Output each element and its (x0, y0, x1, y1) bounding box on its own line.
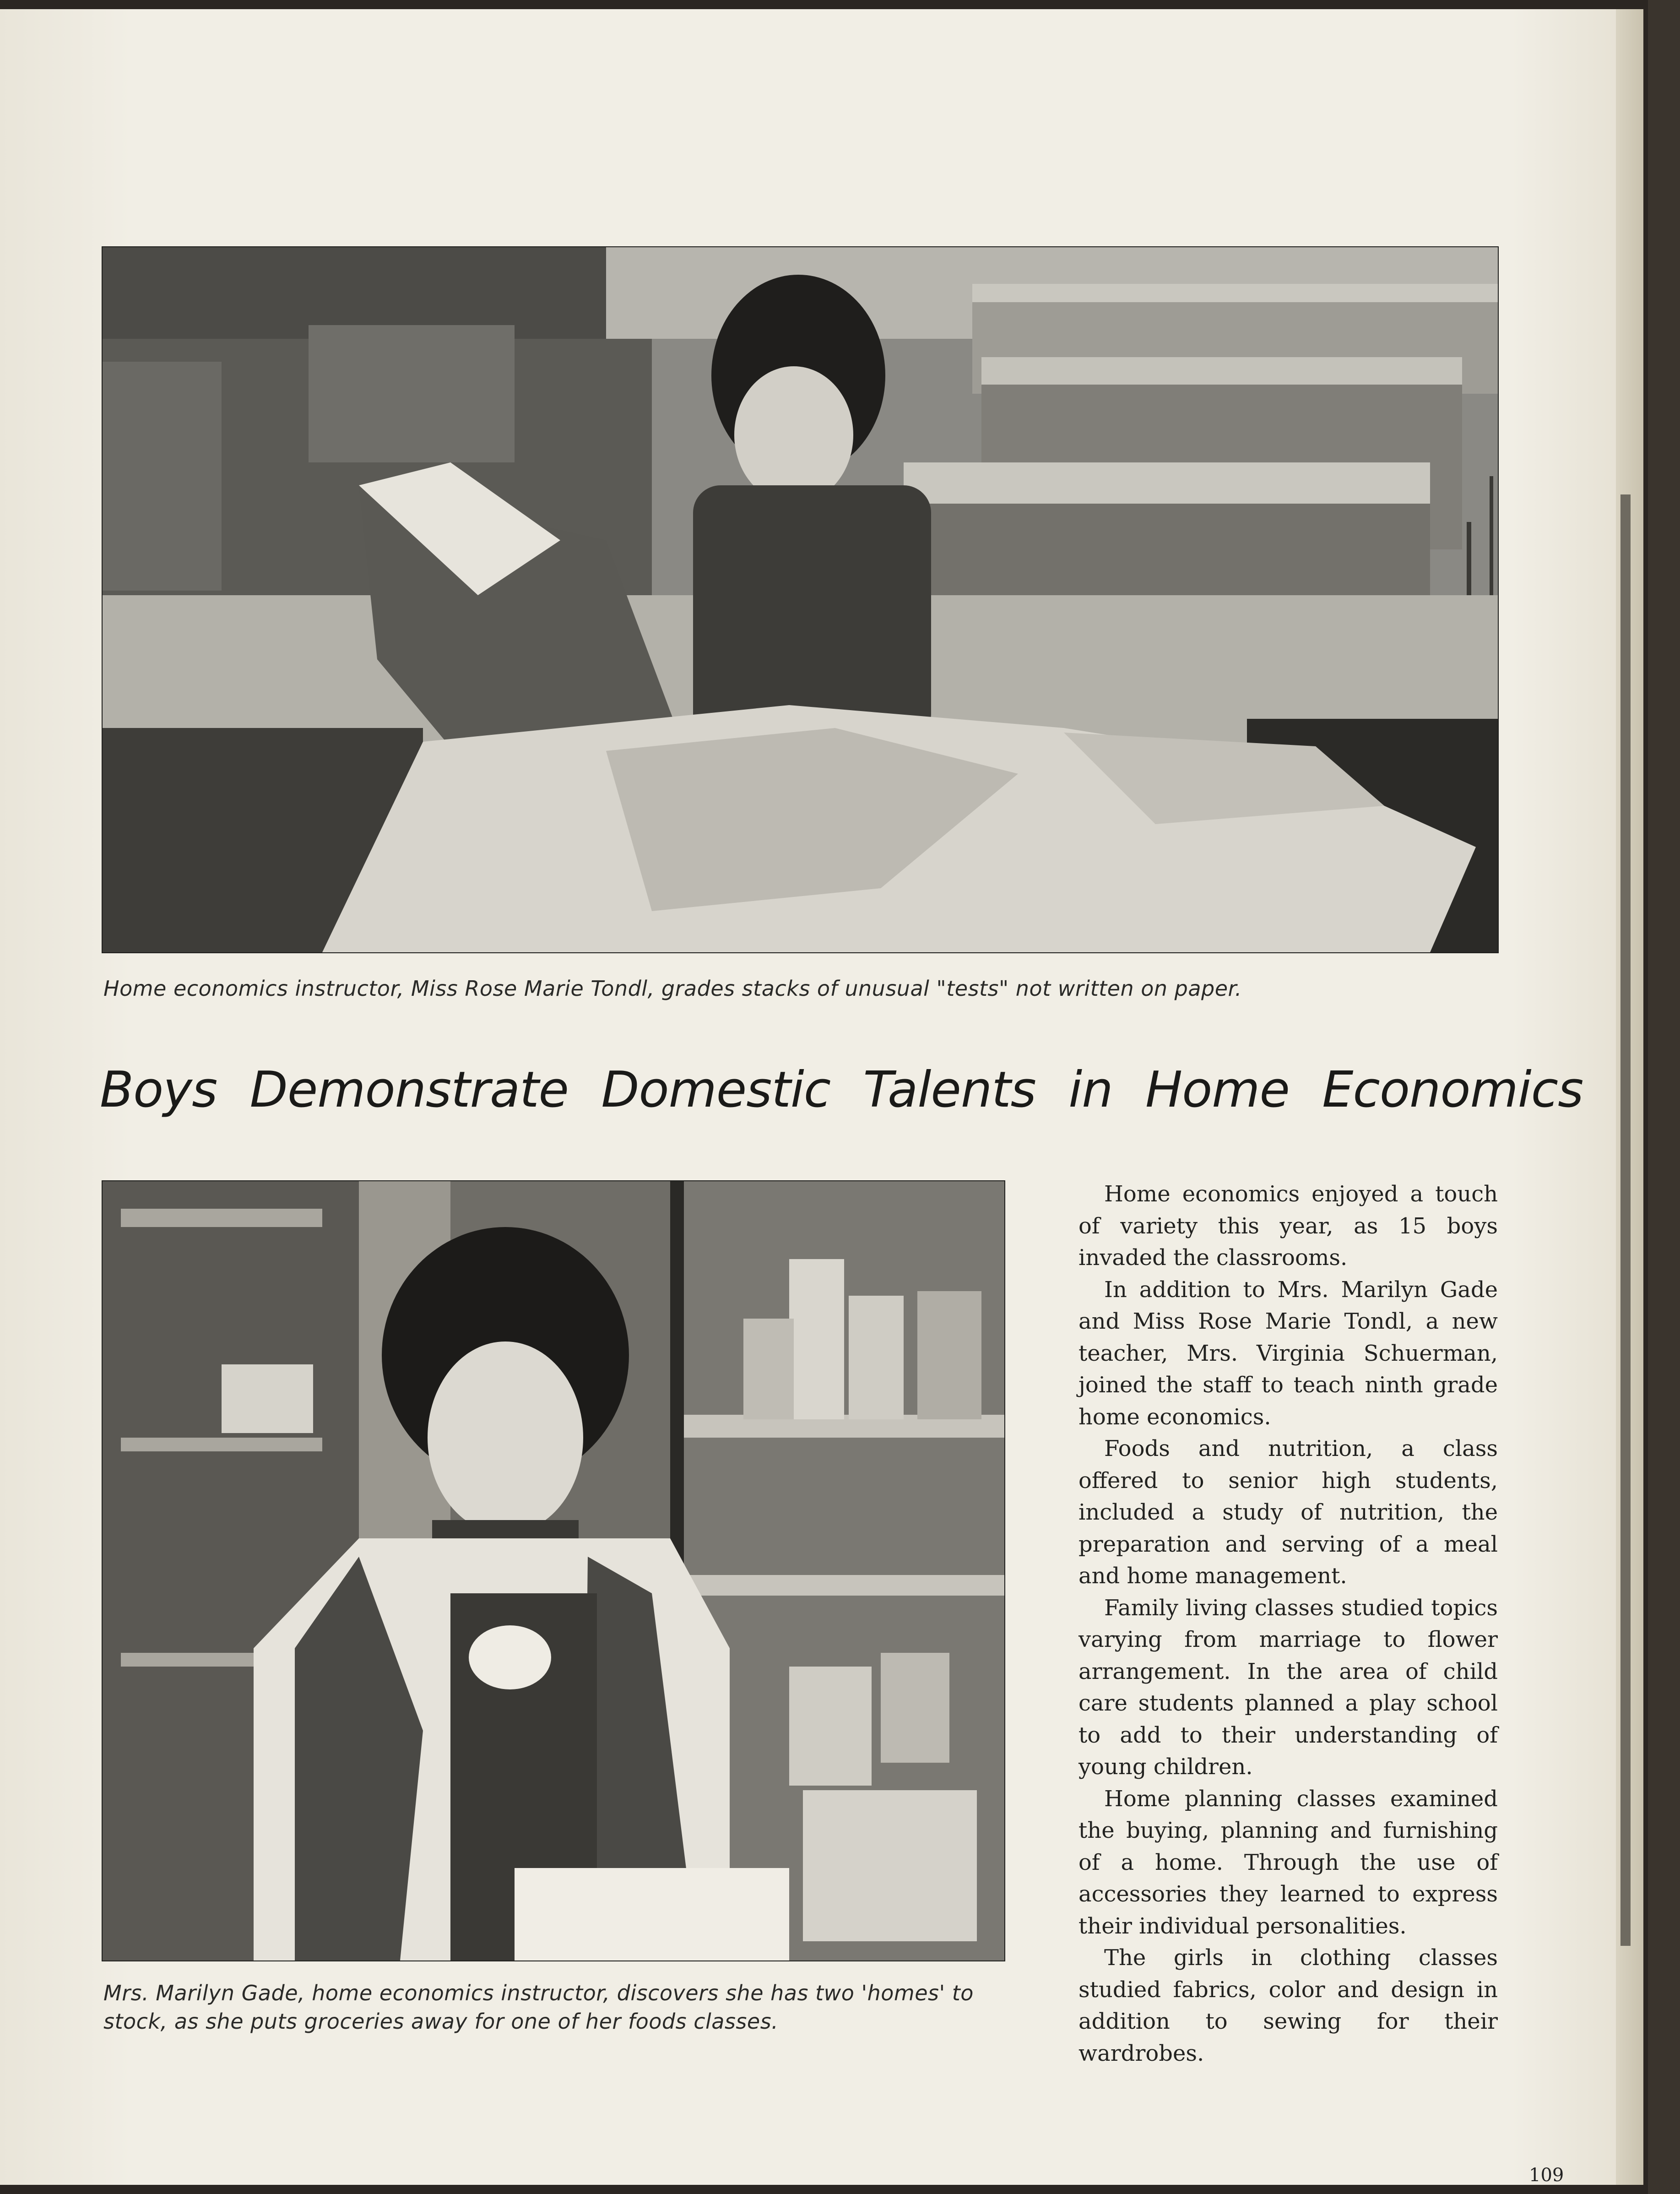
article-paragraph: Family living classes studied topics varying from marriage to flower arrangement. In the area of child care students planned a play school to add to their understanding of young children. (1078, 1595, 1498, 1780)
photo-instructor-groceries (102, 1180, 1005, 1961)
book-binding (1648, 0, 1680, 2194)
article-paragraph: Home economics enjoyed a touch of variety this year, as 15 boys invaded the classrooms. (1078, 1181, 1498, 1271)
article-paragraph: Home planning classes examined the buying, planning and furnishing of a home. Through the use of accessories they learned to express their individual personalities. (1078, 1786, 1498, 1939)
article-body (1078, 1178, 1498, 2069)
page-tab-strip (1620, 494, 1631, 1946)
photo-caption-bottom: Mrs. Marilyn Gade, home economics instructor, discovers she has two 'homes' to stock, as she puts groceries away for one of her foods classes. (103, 1981, 974, 2034)
article-paragraph: The girls in clothing classes studied fabrics, color and design in addition to sewing for their wardrobes. (1078, 1945, 1498, 2066)
photo-caption-top: Home economics instructor, Miss Rose Marie Tondl, grades stacks of unusual "tests" not written on paper. (103, 976, 1242, 1001)
article-paragraph: In addition to Mrs. Marilyn Gade and Miss Rose Marie Tondl, a new teacher, Mrs. Virginia Schuerman, joined the staff to teach ninth grade home economics. (1078, 1276, 1498, 1430)
article-paragraph: Foods and nutrition, a class offered to senior high students, included a study of nutrition, the preparation and serving of a meal and home management. (1078, 1436, 1498, 1589)
photo-instructor-grading (102, 246, 1499, 953)
article-headline: Boys Demonstrate Domestic Talents in Home Economics (100, 1061, 1583, 1119)
page-number: 109 (1529, 2165, 1564, 2186)
